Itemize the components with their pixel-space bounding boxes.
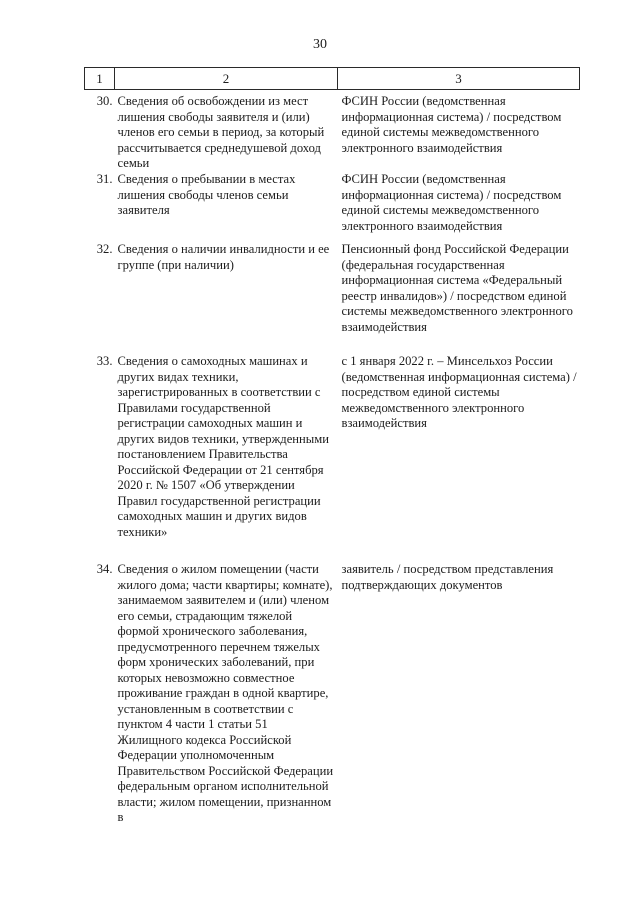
- row-source: с 1 января 2022 г. – Минсельхоз России (ведомственная информационная система) / посредством единой системы межведомственного электронного взаимодействия: [341, 354, 577, 430]
- table-header: [85, 68, 580, 90]
- table-header-row: [85, 68, 580, 90]
- row-source: ФСИН России (ведомственная информационная система) / посредством единой системы межведомственного электронного взаимодействия: [341, 172, 562, 233]
- row-number: 34.: [96, 562, 113, 576]
- row-number: 30.: [96, 94, 113, 108]
- row-description: Сведения о жилом помещении (части жилого дома; части квартиры; комнате), занимаемом заявителем и (или) членом его семьи, страдающим тяжелой формой хронического заболевания, предусмотренного перечнем тяжелых форм хронических заболеваний, при которых невозможно совместное проживание граждан в одной квартире, установленным в соответствии с пунктом 4 части 1 статьи 51 Жилищного кодекса Российской Федерации уполномоченным Правительством Российской Федерации федеральным органом исполнительной власти; жилом помещении, признанном в: [117, 562, 334, 824]
- header-col-3: 3: [338, 68, 580, 90]
- table-body: [85, 90, 580, 843]
- row-number: 32.: [96, 242, 113, 256]
- table-row: [85, 172, 580, 242]
- table-row: [85, 90, 580, 173]
- row-description: Сведения о самоходных машинах и других видах техники, зарегистрированных в соответствии с Правилами государственной регистрации самоходных машин и других видов техники, утвержденными постановлением Правительства Российской Федерации от 21 сентября 2020 г. № 1507 «Об утверждении Правил государственной регистрации самоходных машин и других видов техники»: [117, 354, 329, 539]
- table-row: [85, 562, 580, 842]
- table-row: [85, 242, 580, 354]
- row-description: Сведения о наличии инвалидности и ее группе (при наличии): [117, 242, 330, 272]
- header-col-2: 2: [115, 68, 338, 90]
- header-col-1: 1: [85, 68, 115, 90]
- row-number: 33.: [96, 354, 113, 368]
- document-table: [84, 67, 580, 842]
- row-description: Сведения об освобождении из мест лишения свободы заявителя и (или) членов его семьи в период, за который рассчитывается среднедушевой доход семьи: [117, 94, 325, 170]
- row-source: Пенсионный фонд Российской Федерации (федеральная государственная информационная система «Федеральный реестр инвалидов») / посредством единой системы межведомственного электронного взаимодействия: [341, 242, 573, 334]
- table-row: [85, 354, 580, 562]
- page-number: 30: [313, 37, 327, 52]
- row-source: заявитель / посредством представления подтверждающих документов: [341, 562, 554, 592]
- row-source: ФСИН России (ведомственная информационная система) / посредством единой системы межведомственного электронного взаимодействия: [341, 94, 562, 155]
- row-description: Сведения о пребывании в местах лишения свободы членов семьи заявителя: [117, 172, 296, 217]
- row-number: 31.: [96, 172, 113, 186]
